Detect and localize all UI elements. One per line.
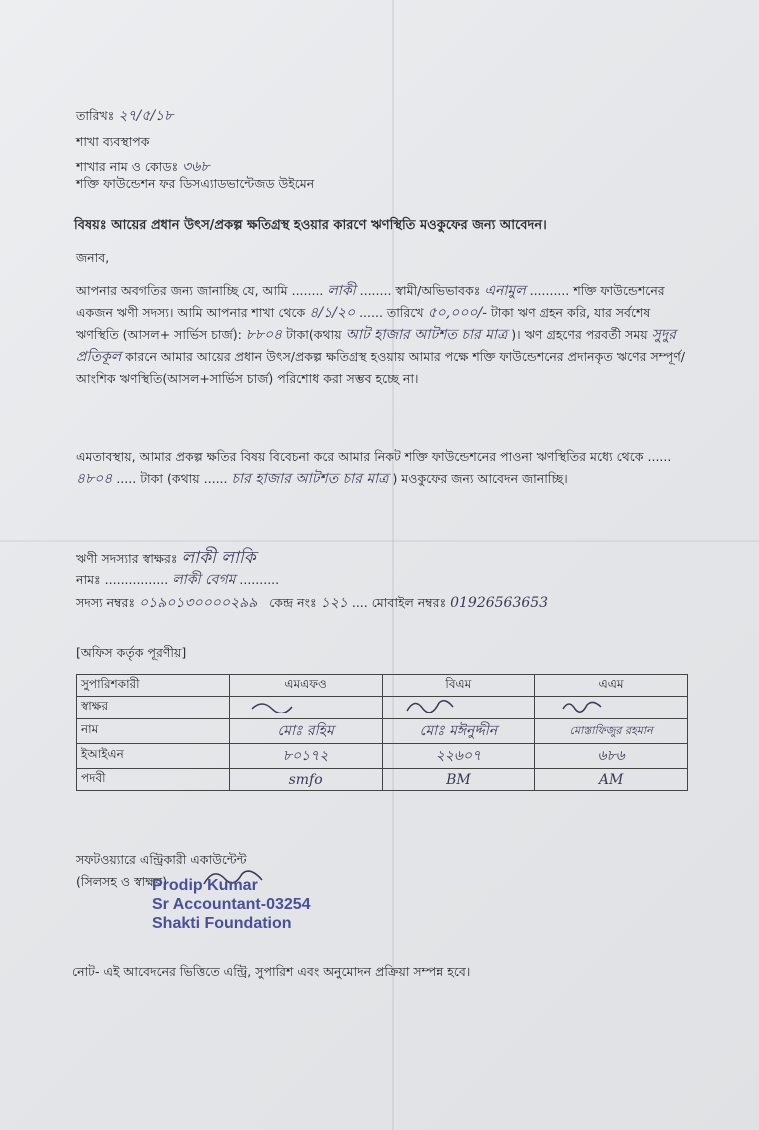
mobile-label: মোবাইল নম্বরঃ [371, 595, 447, 610]
member-signature-label: ঋণী সদস্যার স্বাক্ষরঃ [76, 551, 178, 566]
signature-scribble-am [539, 699, 619, 713]
signature-scribble-mfo [234, 699, 294, 713]
center-label: কেন্দ্র নংঃ [269, 595, 317, 610]
table-cell: মোঃ মঈনুদ্দীন [382, 719, 535, 744]
branch-label: শাখার নাম ও কোডঃ [76, 159, 179, 174]
body-text: কারনে আমার আয়ের প্রধান উৎস/প্রকল্প ক্ষতিগ্রস্থ হওয়ায় আমার পক্ষে শক্তি ফাউন্ডেশনের প্রদানকৃত ঋণের সম্পূর্ণ/আংশিক ঋণস্থিতি(আসল+সার্ভিস চার্জ) পরিশোধ করা সম্ভব হচ্ছে না। [76, 349, 686, 386]
table-row [77, 744, 688, 769]
table-row [77, 719, 688, 744]
subject-line: বিষয়ঃ আয়ের প্রধান উৎস/প্রকল্প ক্ষতিগ্রস্থ হওয়ার কারণে ঋণস্থিতি মওকুফের জন্য আবেদন। [74, 218, 547, 233]
table-cell: মোস্তাফিজুর রহমান [535, 719, 688, 744]
member-no: ০১৯০১৩০০০০২৯৯ [139, 595, 258, 611]
date-value: ২৭/৫/১৮ [118, 108, 174, 124]
accountant-stamp [152, 876, 311, 933]
damage-reason: সুদুর প্রতিকূল [76, 327, 676, 365]
member-no-label: সদস্য নম্বরঃ [76, 595, 136, 610]
body-text: টাকা (কথায় [140, 471, 200, 486]
member-name-label: নামঃ [76, 572, 101, 587]
loan-amount: ৫০,০০০/- [427, 305, 487, 321]
body-text: স্বামী/অভিভাবকঃ [395, 283, 481, 298]
body-text: টাকা ঋণ গ্রহন করি, যার সর্বশেষ ঋণস্থিতি (আসল+ সার্ভিস চার্জ): [76, 305, 651, 342]
row-label: পদবী [77, 769, 230, 791]
stamp-name: Prodip Kumar [152, 877, 258, 894]
paper-fold-vertical [392, 0, 394, 1130]
date-line [76, 104, 173, 128]
office-use-note: [অফিস কর্তৃক পূরণীয়] [76, 645, 187, 660]
balance-in-words: আট হাজার আটশত চার মাত্র [345, 327, 508, 343]
application-paragraph-1: আপনার অবগতির জন্য জানাচ্ছি যে, আমি ........ লাকী ........ স্বামী/অভিভাবকঃ এনামুল .......... শক্তি ফাউন্ডেশনের একজন ঋণী সদস্য। আমি আপনার শাখা থেকে ৪/১/২০ ...... তারিখে ৫০,০০০/- টাকা ঋণ গ্রহন করি, যার সর্বশেষ ঋণস্থিতি (আসল+ সার্ভিস চার্জ): ৮৮০৪ টাকা(কথায় আট হাজার আটশত চার মাত্র )। ঋণ গ্রহণের পরবর্তী সময় সুদুর প্রতিকূল কারনে আমার আয়ের প্রধান উৎস/প্রকল্প ক্ষতিগ্রস্থ হওয়ায় আমার পক্ষে শক্তি ফাউন্ডেশনের প্রদানকৃত ঋণের সম্পূর্ণ/আংশিক ঋণস্থিতি(আসল+সার্ভিস চার্জ) পরিশোধ করা সম্ভব হচ্ছে না। [76, 283, 686, 386]
accountant-sign-hint: (সিলসহ ও স্বাক্ষর) [76, 874, 168, 889]
waiver-amount: ৪৮০৪ [76, 471, 113, 487]
table-cell: ৮০১৭২ [229, 744, 382, 769]
salutation: জনাব, [76, 250, 110, 265]
org-line: শক্তি ফাউন্ডেশন ফর ডিসএ্যাডভান্টেজড উইমেন [76, 176, 315, 191]
body-text: এমতাবস্থায়, আমার প্রকল্প ক্ষতির বিষয় বিবেচনা করে আমার নিকট শক্তি ফাউন্ডেশনের পাওনা ঋণস্থিতির মধ্যে থেকে [76, 449, 644, 464]
loan-date: ৪/১/২০ [309, 305, 356, 321]
table-cell: ২২৬০৭ [382, 744, 535, 769]
table-header-cell: বিএম [382, 675, 535, 697]
branch-value: ৩৬৮ [182, 159, 210, 175]
table-header-row [77, 675, 688, 697]
member-name: লাকী বেগম [172, 572, 236, 588]
recipient-title: শাখা ব্যবস্থাপক [76, 134, 150, 149]
table-header-cell: এমএফও [229, 675, 382, 697]
table-cell: মোঃ রহিম [229, 719, 382, 744]
body-text: শক্তি ফাউন্ডেশনের একজন ঋণী সদস্য। আমি আপনার শাখা থেকে [76, 283, 665, 320]
application-paragraph-2: এমতাবস্থায়, আমার প্রকল্প ক্ষতির বিষয় বিবেচনা করে আমার নিকট শক্তি ফাউন্ডেশনের পাওনা ঋণস্থিতির মধ্যে থেকে ...... ৪৮০৪ ..... টাকা (কথায় ...... চার হাজার আটশত চার মাত্র ) মওকুফের জন্য আবেদন জানাচ্ছি। [76, 449, 672, 487]
table-row [77, 769, 688, 791]
accountant-title: সফটওয়্যারে এন্ট্রিকারী একাউন্টেন্ট [76, 852, 247, 867]
body-text: টাকা(কথায় [286, 327, 342, 342]
table-cell: AM [535, 769, 688, 791]
signature-cell [382, 697, 535, 719]
table-cell: ৬৮৬ [535, 744, 688, 769]
waiver-in-words: চার হাজার আটশত চার মাত্র [231, 471, 389, 487]
member-name-line: নামঃ ................ লাকী বেগম .......... [76, 572, 280, 588]
loan-balance: ৮৮০৪ [245, 327, 283, 343]
table-cell: smfo [229, 769, 382, 791]
body-text: আপনার অবগতির জন্য জানাচ্ছি যে, আমি [76, 283, 288, 298]
paper-fold-horizontal [0, 540, 759, 542]
body-text: ) মওকুফের জন্য আবেদন জানাচ্ছি। [392, 471, 568, 486]
applicant-name: লাকী [327, 283, 356, 299]
member-numbers-line: সদস্য নম্বরঃ ০১৯০১৩০০০০২৯৯ কেন্দ্র নংঃ ১২১ .... মোবাইল নম্বরঃ 01926563653 [76, 595, 549, 611]
table-header-cell: এএম [535, 675, 688, 697]
date-label: তারিখঃ [76, 108, 115, 123]
table-header-cell: সুপারিশকারী [77, 675, 230, 697]
mobile-no: 01926563653 [450, 595, 549, 611]
table-cell: BM [382, 769, 535, 791]
footer-note: নোট- এই আবেদনের ভিত্তিতে এন্ট্রি, সুপারিশ এবং অনুমোদন প্রক্রিয়া সম্পন্ন হবে। [72, 964, 471, 979]
table-row [77, 697, 688, 719]
stamp-designation: Sr Accountant-03254 [152, 896, 311, 913]
row-label: ইআইএন [77, 744, 230, 769]
member-signature: লাকী লাকি [181, 548, 256, 568]
signature-scribble-bm [387, 699, 467, 713]
body-text: )। ঋণ গ্রহণের পরবর্তী সময় [511, 327, 648, 342]
guardian-name: এনামুল [484, 283, 526, 299]
stamp-organization: Shakti Foundation [152, 915, 292, 932]
body-text: তারিখে [386, 305, 424, 320]
recommendation-table [76, 674, 688, 791]
signature-cell [535, 697, 688, 719]
center-no: ১২১ [320, 595, 348, 611]
row-label: নাম [77, 719, 230, 744]
row-label: স্বাক্ষর [77, 697, 230, 719]
signature-cell [229, 697, 382, 719]
